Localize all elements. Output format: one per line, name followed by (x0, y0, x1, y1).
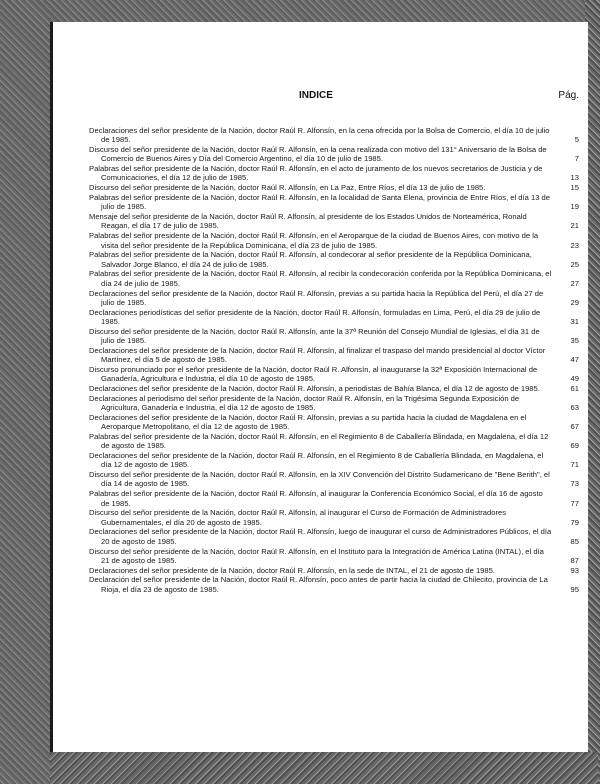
entry-page-number: 87 (570, 555, 579, 565)
index-entry (89, 327, 579, 346)
entry-page-number: 29 (570, 297, 579, 307)
index-entry (89, 413, 579, 432)
entry-title: Discurso del señor presidente de la Nación, doctor Raúl R. Alfonsín, en la XIV Convención del Distrito Sudamericano de "Bene Berith", el día 14 de agosto de 1985. (89, 470, 550, 489)
entry-title: Declaraciones del señor presidente de la Nación, doctor Raúl R. Alfonsín, en la cena ofrecida por la Bolsa de Comercio, el día 10 de julio de 1985. (89, 126, 550, 145)
entry-title: Declaraciones del señor presidente de la Nación, doctor Raúl R. Alfonsín, en el Regimiento 8 de Caballería Blindada, en Magdalena, el día 12 de agosto de 1985. (89, 451, 544, 470)
index-entry (89, 365, 579, 384)
entry-page-number: 61 (570, 384, 579, 394)
entry-title: Declaraciones del señor presidente de la Nación, doctor Raúl R. Alfonsín, a periodistas de Bahía Blanca, el día 12 de agosto de 1985. (89, 384, 540, 394)
index-entry (89, 394, 579, 413)
entry-title: Declaración del señor presidente de la Nación, doctor Raúl R. Alfonsín, poco antes de partir hacia la ciudad de Chilecito, provincia de La Rioja, el día 23 de agosto de 1985. (89, 575, 548, 594)
entry-page-number: 93 (570, 565, 579, 575)
entry-title: Declaraciones periodísticas del señor presidente de la Nación, doctor Raúl R. Alfonsín, formuladas en Lima, Perú, el día 29 de julio de 1985. (89, 307, 541, 326)
index-entry (89, 575, 579, 594)
index-entry (89, 289, 579, 308)
entry-title: Discurso pronunciado por el señor presidente de la Nación, doctor Raúl R. Alfonsín, al inaugurarse la 32ª Exposición Internacional de Ganadería, Agricultura e Industria, el día 10 de agosto de 1985. (89, 364, 538, 384)
document-page (50, 22, 588, 752)
entry-page-number: 35 (570, 336, 579, 346)
entry-page-number: 5 (574, 135, 579, 145)
entry-page-number: 21 (570, 221, 579, 231)
entry-page-number: 15 (570, 183, 579, 193)
entry-page-number: 13 (570, 173, 579, 183)
index-entry (89, 470, 579, 489)
index-entry (89, 193, 579, 212)
entry-title: Declaraciones del señor presidente de la Nación, doctor Raúl R. Alfonsín, previas a su partida hacia la República del Perú, el día 27 de julio de 1985. (89, 288, 544, 307)
entry-page-number: 71 (570, 460, 579, 470)
index-entry (89, 231, 579, 250)
entry-page-number: 79 (570, 517, 579, 527)
entry-title: Discurso del señor presidente de la Nación, doctor Raúl R. Alfonsín, ante la 37ª Reunión del Consejo Mundial de Iglesias, el día 31 de julio de 1985. (89, 326, 540, 346)
index-entry (89, 145, 579, 164)
index-entry (89, 527, 579, 546)
entry-page-number: 67 (570, 422, 579, 432)
entry-page-number: 27 (570, 278, 579, 288)
entry-title: Palabras del señor presidente de la Nación, doctor Raúl R. Alfonsín, en el Aeroparque de la ciudad de Buenos Aires, con motivo de la visita del señor presidente de la República Dominicana, el día 23 de julio de 1985. (89, 231, 539, 250)
index-entry (89, 126, 579, 145)
index-entry (89, 566, 579, 575)
page-column-label: Pág. (558, 90, 579, 101)
entry-title: Palabras del señor presidente de la Nación, doctor Raúl R. Alfonsín, al inaugurar la Conferencia Económico Social, el día 16 de agosto de 1985. (89, 489, 543, 508)
entry-title: Declaraciones del señor presidente de la Nación, doctor Raúl R. Alfonsín, previas a su partida hacia la ciudad de Magdalena en el Aeroparque Metropolitano, el día 12 de agosto de 1985. (89, 412, 527, 432)
entry-page-number: 19 (570, 202, 579, 212)
entry-title: Discurso del señor presidente de la Nación, doctor Raúl R. Alfonsín, en el Instituto para la Integración de América Latina (INTAL), el día 21 de agosto de 1985. (89, 546, 544, 565)
entry-title: Mensaje del señor presidente de la Nación, doctor Raúl R. Alfonsín, al presidente de los Estados Unidos de Norteamérica, Ronald Reagan, el día 17 de julio de 1985. (89, 212, 527, 231)
entry-title: Palabras del señor presidente de la Nación, doctor Raúl R. Alfonsín, en la localidad de Santa Elena, provincia de Entre Ríos, el día 13 de julio de 1985. (89, 193, 550, 212)
index-content (89, 90, 579, 595)
entry-page-number: 7 (574, 154, 579, 164)
index-entry (89, 346, 579, 365)
entry-page-number: 25 (570, 259, 579, 269)
index-entry (89, 308, 579, 327)
entry-page-number: 95 (570, 584, 579, 594)
index-entry (89, 547, 579, 566)
entry-page-number: 23 (570, 240, 579, 250)
entry-title: Discurso del señor presidente de la Nación, doctor Raúl R. Alfonsín, al inaugurar el Curso de Formación de Administradores Gubernamentales, el día 20 de agosto de 1985. (89, 508, 507, 527)
index-entries (89, 126, 579, 594)
index-entry (89, 250, 579, 269)
entry-title: Discurso del señor presidente de la Nación, doctor Raúl R. Alfonsín, en La Paz, Entre Ríos, el día 13 de julio de 1985. (89, 183, 486, 193)
entry-title: Declaraciones del señor presidente de la Nación, doctor Raúl R. Alfonsín, en la sede de INTAL, el 21 de agosto de 1985. (89, 565, 495, 575)
index-entry (89, 183, 579, 192)
entry-page-number: 85 (570, 536, 579, 546)
entry-title: Palabras del señor presidente de la Nación, doctor Raúl R. Alfonsín, al recibir la condecoración conferida por la República Dominicana, el día 24 de julio de 1985. (89, 269, 552, 288)
entry-page-number: 73 (570, 479, 579, 489)
index-entry (89, 384, 579, 393)
index-entry (89, 451, 579, 470)
entry-title: Palabras del señor presidente de la Nación, doctor Raúl R. Alfonsín, al condecorar al señor presidente de la República Dominicana, Salvador Jorge Blanco, el día 24 de julio de 1985. (89, 250, 532, 269)
entry-page-number: 63 (570, 403, 579, 413)
entry-page-number: 69 (570, 441, 579, 451)
index-entry (89, 508, 579, 527)
index-entry (89, 269, 579, 288)
index-entry (89, 432, 579, 451)
entry-page-number: 31 (570, 316, 579, 326)
entry-title: Palabras del señor presidente de la Nación, doctor Raúl R. Alfonsín, en el Regimiento 8 de Caballería Blindada, en Magdalena, el día 12 de agosto de 1985. (89, 432, 549, 451)
entry-title: Discurso del señor presidente de la Nación, doctor Raúl R. Alfonsín, en la cena realizada con motivo del 131° Aniversario de la Bolsa de Comercio de Buenos Aires y Día del Comercio Argentino, el día 10 de julio de 1985. (89, 145, 547, 164)
entry-page-number: 77 (570, 498, 579, 508)
entry-title: Declaraciones del señor presidente de la Nación, doctor Raúl R. Alfonsín, al finalizar el traspaso del mando presidencial al doctor Víctor Martínez, el día 5 de agosto de 1985. (89, 345, 546, 365)
index-entry (89, 489, 579, 508)
entry-title: Declaraciones del señor presidente de la Nación, doctor Raúl R. Alfonsín, luego de inaugurar el curso de Administradores Públicos, el día 20 de agosto de 1985. (89, 527, 552, 546)
entry-page-number: 47 (570, 355, 579, 365)
scan-edge-bottom (50, 752, 598, 784)
entry-title: Declaraciones al periodismo del señor presidente de la Nación, doctor Raúl R. Alfonsín, en la Trigésima Segunda Exposición de Agricultura, Ganadería e Industria, el día 12 de agosto de 1985. (89, 393, 520, 413)
index-entry (89, 212, 579, 231)
entry-page-number: 49 (570, 374, 579, 384)
entry-title: Palabras del señor presidente de la Nación, doctor Raúl R. Alfonsín, en el acto de juramento de los nuevos secretarios de Justicia y de Comunicaciones, el día 12 de julio de 1985. (89, 164, 543, 183)
index-entry (89, 164, 579, 183)
index-header (89, 90, 579, 112)
page-title: INDICE (299, 90, 333, 101)
